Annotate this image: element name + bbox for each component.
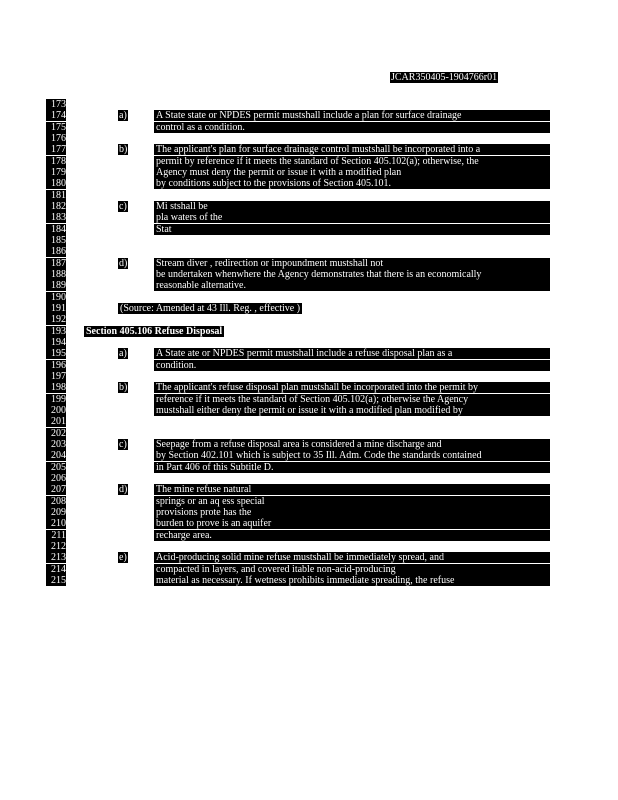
line-number: 173 (46, 99, 66, 110)
text-line: springs or an aq ess special (154, 496, 550, 507)
line-number: 207 (46, 484, 66, 495)
line-number: 203 (46, 439, 66, 450)
line-number: 175 (46, 122, 66, 133)
line-number: 212 (46, 541, 66, 552)
item-label: c) (119, 200, 127, 212)
line-number: 182 (46, 201, 66, 212)
line-number: 210 (46, 518, 66, 529)
item-label: d) (119, 257, 128, 269)
text-line: Agency must deny the permit or issue it with a modified plan (154, 167, 550, 178)
text-line: compacted in layers, and covered itable non-acid-producing (154, 564, 550, 575)
line-number: 191 (46, 303, 66, 314)
line-number: 178 (46, 156, 66, 167)
text-line: provisions prote has the (154, 507, 550, 518)
source-note: (Source: Amended at 43 Ill. Reg. , effective ) (120, 302, 301, 314)
text-line: A State state or NPDES permit mustshall include a plan for surface drainage (154, 110, 550, 121)
line-number: 214 (46, 564, 66, 575)
text-line: burden to prove is an aquifer (154, 518, 550, 529)
line-number: 209 (46, 507, 66, 518)
item-label: e) (119, 552, 127, 564)
text-line: Stream diver , redirection or impoundment mustshall not (154, 258, 550, 269)
item-label: a) (119, 348, 127, 360)
line-number: 193 (46, 326, 66, 337)
line-number: 176 (46, 133, 66, 144)
line-number: 211 (46, 530, 66, 541)
text-line: Mi stshall be (154, 201, 550, 212)
section-heading: Section 405.106 Refuse Disposal (86, 325, 223, 337)
line-number: 206 (46, 473, 66, 484)
line-number: 199 (46, 394, 66, 405)
text-line: The mine refuse natural (154, 484, 550, 495)
text-line: pla waters of the (154, 212, 550, 223)
text-line: mustshall either deny the permit or issue it with a modified plan modified by (154, 405, 550, 416)
line-number: 197 (46, 371, 66, 382)
text-line: reasonable alternative. (154, 280, 550, 291)
line-number: 194 (46, 337, 66, 348)
line-number: 213 (46, 552, 66, 563)
line-number: 180 (46, 178, 66, 189)
text-line: Acid-producing solid mine refuse mustshall be immediately spread, and (154, 552, 550, 563)
line-number: 192 (46, 314, 66, 325)
text-line: material as necessary. If wetness prohibits immediate spreading, the refuse (154, 575, 550, 586)
line-number: 184 (46, 224, 66, 235)
line-number: 174 (46, 110, 66, 121)
line-number: 181 (46, 190, 66, 201)
line-number: 198 (46, 382, 66, 393)
text-line: condition. (154, 360, 550, 371)
text-line: permit by reference if it meets the standard of Section 405.102(a); otherwise, the (154, 156, 550, 167)
item-label: d) (119, 484, 128, 496)
text-line: The applicant's plan for surface drainage control mustshall be incorporated into a (154, 144, 550, 155)
line-number: 188 (46, 269, 66, 280)
line-number: 186 (46, 246, 66, 257)
line-number: 190 (46, 292, 66, 303)
text-line: Seepage from a refuse disposal area is considered a mine discharge and (154, 439, 550, 450)
text-line: A State ate or NPDES permit mustshall include a refuse disposal plan as a (154, 348, 550, 359)
text-line: reference if it meets the standard of Section 405.102(a); otherwise the Agency (154, 394, 550, 405)
line-number: 177 (46, 144, 66, 155)
line-number: 187 (46, 258, 66, 269)
text-line: recharge area. (154, 530, 550, 541)
line-number: 208 (46, 496, 66, 507)
line-number: 179 (46, 167, 66, 178)
text-line: in Part 406 of this Subtitle D. (154, 462, 550, 473)
line-number: 183 (46, 212, 66, 223)
text-line: be undertaken whenwhere the Agency demonstrates that there is an economically (154, 269, 550, 280)
line-number: 202 (46, 428, 66, 439)
line-number: 205 (46, 462, 66, 473)
line-number: 201 (46, 416, 66, 427)
item-label: b) (119, 144, 128, 156)
item-label: b) (119, 382, 128, 394)
text-line: by conditions subject to the provisions of Section 405.101. (154, 178, 550, 189)
item-label: a) (119, 110, 127, 122)
line-number: 215 (46, 575, 66, 586)
item-label: c) (119, 438, 127, 450)
line-number: 189 (46, 280, 66, 291)
text-line: by Section 402.101 which is subject to 35 Ill. Adm. Code the standards contained (154, 450, 550, 461)
text-line: The applicant's refuse disposal plan mustshall be incorporated into the permit by (154, 382, 550, 393)
line-number: 196 (46, 360, 66, 371)
line-number: 204 (46, 450, 66, 461)
line-number: 200 (46, 405, 66, 416)
text-line: control as a condition. (154, 122, 550, 133)
line-number: 195 (46, 348, 66, 359)
line-number: 185 (46, 235, 66, 246)
text-line: Stat (154, 224, 550, 235)
document-code: JCAR350405-1904766r01 (391, 72, 498, 83)
